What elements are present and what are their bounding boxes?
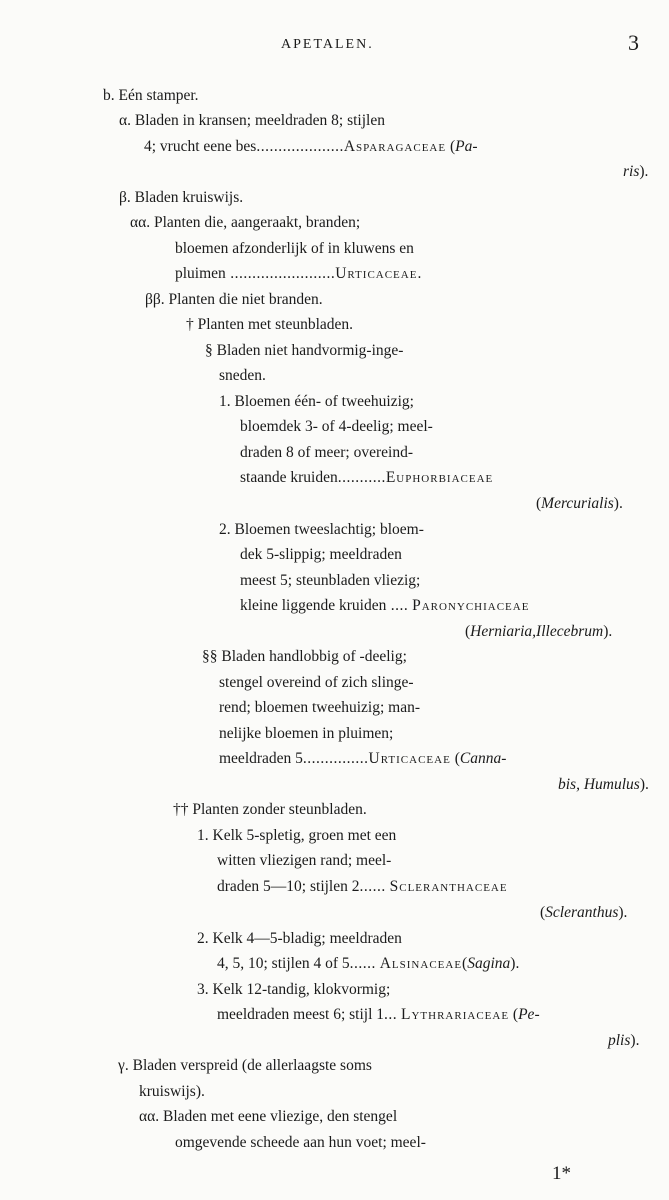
key-line: nelijke bloemen in pluimen;	[219, 725, 394, 742]
key-line: bloemdek 3- of 4-deelig; meel-	[240, 418, 433, 435]
key-line: meeldraden 5...............Urticaceae (Canna-	[219, 750, 507, 767]
family-name: Paronychiaceae	[412, 597, 530, 614]
key-line: †† Planten zonder steunbladen.	[173, 801, 367, 818]
key-line: omgevende scheede aan hun voet; meel-	[175, 1134, 426, 1151]
signature-mark: 1*	[552, 1163, 571, 1184]
key-line: §§ Bladen handlobbig of -deelig;	[202, 648, 407, 665]
key-line: 2. Bloemen tweeslachtig; bloem-	[219, 521, 424, 538]
key-line: kleine liggende kruiden .... Paronychiaceae	[240, 597, 530, 614]
key-line: 4; vrucht eene bes....................Asparagaceae (Pa-	[144, 138, 478, 155]
key-line: ββ. Planten die niet branden.	[145, 291, 323, 308]
key-line: (Herniaria,Illecebrum).	[465, 623, 613, 640]
key-line: αα. Planten die, aangeraakt, branden;	[130, 214, 361, 231]
family-name: Euphorbiaceae	[385, 469, 494, 486]
key-line: 1. Bloemen één- of tweehuizig;	[219, 393, 414, 410]
key-line: draden 5—10; stijlen 2...... Scleranthaceae	[217, 878, 508, 895]
page-number: 3	[628, 30, 639, 55]
key-line: † Planten met steunbladen.	[186, 316, 354, 333]
key-line: αα. Bladen met eene vliezige, den stengel	[139, 1108, 398, 1125]
key-line: 3. Kelk 12-tandig, klokvormig;	[197, 981, 391, 998]
family-name: Alsinaceae	[379, 955, 463, 972]
family-name: Urticaceae	[335, 265, 418, 282]
key-line: draden 8 of meer; overeind-	[240, 444, 414, 461]
family-name: Asparagaceae	[343, 138, 447, 155]
genus-name: bis, Humulus	[558, 776, 640, 793]
family-name: Urticaceae	[368, 750, 451, 767]
running-title: APETALEN.	[281, 37, 374, 52]
family-name: Scleranthaceae	[389, 878, 508, 895]
genus-name: Mercurialis	[541, 495, 614, 512]
key-line: 1. Kelk 5-spletig, groen met een	[197, 827, 397, 844]
genus-name: Herniaria,Illecebrum	[470, 623, 604, 640]
key-line: bloemen afzonderlijk of in kluwens en	[175, 240, 414, 257]
key-line: pluimen ........................Urticaceae.	[175, 265, 422, 282]
key-line: dek 5-slippig; meeldraden	[240, 546, 402, 563]
key-line: (Mercurialis).	[536, 495, 623, 512]
key-line: sneden.	[219, 367, 266, 384]
key-line: rend; bloemen tweehuizig; man-	[219, 699, 421, 716]
key-line: stengel overeind of zich slinge-	[219, 674, 414, 691]
genus-name: Scleranthus	[545, 904, 619, 921]
key-line: meest 5; steunbladen vliezig;	[240, 572, 421, 589]
key-line: ris).	[623, 163, 649, 180]
key-line: witten vliezigen rand; meel-	[217, 852, 392, 869]
key-line: (Scleranthus).	[540, 904, 628, 921]
key-line: 2. Kelk 4—5-bladig; meeldraden	[197, 930, 402, 947]
genus-name: Sagina	[467, 955, 511, 972]
key-line: staande kruiden...........Euphorbiaceae	[240, 469, 494, 486]
key-line: 4, 5, 10; stijlen 4 of 5...... Alsinaceae(Sagina).	[217, 955, 520, 972]
key-line: kruiswijs).	[139, 1083, 205, 1100]
family-name: Lythrariaceae	[401, 1006, 510, 1023]
key-line: γ. Bladen verspreid (de allerlaagste soms	[118, 1057, 372, 1074]
key-line: meeldraden meest 6; stijl 1... Lythrariaceae (Pe-	[217, 1006, 540, 1023]
key-line: plis).	[608, 1032, 640, 1049]
key-line: bis, Humulus).	[558, 776, 649, 793]
key-line: α. Bladen in kransen; meeldraden 8; stijlen	[119, 112, 385, 129]
key-line: b. Eén stamper.	[103, 87, 199, 104]
key-line: β. Bladen kruiswijs.	[119, 189, 244, 206]
key-line: § Bladen niet handvormig-inge-	[205, 342, 404, 359]
